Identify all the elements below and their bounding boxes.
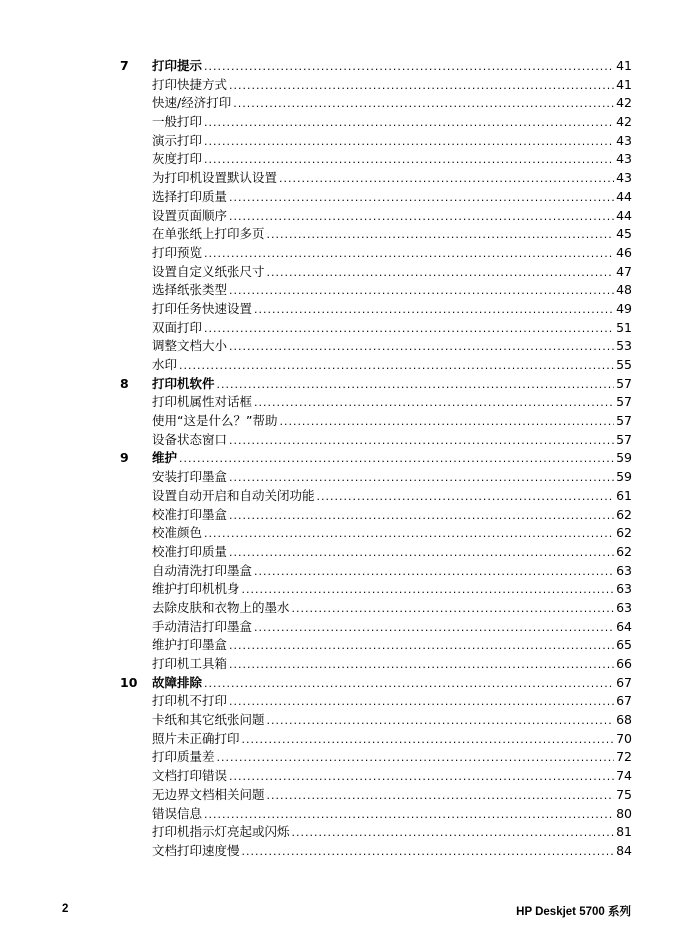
toc-page-number: 75: [616, 786, 632, 802]
toc-chapter-number: 8: [120, 375, 129, 391]
toc-entry[interactable]: [120, 431, 632, 450]
toc-dot-leader: [229, 507, 614, 526]
toc-entry[interactable]: [120, 748, 632, 767]
toc-dot-leader: [254, 394, 614, 413]
toc-dot-leader: [179, 450, 614, 469]
toc-dot-leader: [267, 712, 615, 731]
toc-dot-leader: [267, 787, 615, 806]
toc-dot-leader: [204, 133, 614, 152]
toc-entry[interactable]: [120, 692, 632, 711]
toc-entry-title: 调整文档大小: [152, 338, 228, 354]
toc-entry[interactable]: [120, 263, 632, 282]
toc-dot-leader: [229, 544, 614, 563]
toc-entry-title: 演示打印: [152, 132, 203, 148]
toc-entry[interactable]: [120, 150, 632, 169]
toc-page-number: 44: [616, 188, 632, 204]
toc-dot-leader: [204, 58, 614, 77]
toc-entry[interactable]: [120, 76, 632, 95]
toc-dot-leader: [204, 151, 614, 170]
toc-page-number: 67: [616, 693, 632, 709]
toc-entry-title: 设置页面顺序: [152, 207, 228, 223]
toc-entry-title: 校准打印墨盒: [152, 506, 228, 522]
toc-entry[interactable]: [120, 823, 632, 842]
toc-entry-title: 为打印机设置默认设置: [152, 170, 278, 186]
toc-dot-leader: [229, 693, 614, 712]
toc-entry[interactable]: [120, 113, 632, 132]
toc-entry[interactable]: [120, 319, 632, 338]
toc-page-number: 59: [616, 450, 632, 466]
toc-entry-title: 选择纸张类型: [152, 282, 228, 298]
toc-entry[interactable]: [120, 786, 632, 805]
toc-dot-leader: [254, 619, 614, 638]
toc-entry-title: 文档打印错误: [152, 768, 228, 784]
toc-dot-leader: [242, 581, 615, 600]
toc-dot-leader: [204, 525, 614, 544]
toc-page-number: 43: [616, 170, 632, 186]
toc-entry[interactable]: [120, 487, 632, 506]
toc-entry-title: 快速/经济打印: [152, 95, 232, 111]
toc-page-number: 42: [616, 114, 632, 130]
toc-entry-title: 打印机不打印: [152, 693, 228, 709]
toc-entry[interactable]: [120, 300, 632, 319]
toc-entry-title: 打印任务快速设置: [152, 300, 253, 316]
toc-chapter-entry[interactable]: [120, 449, 632, 468]
toc-page-number: 47: [616, 263, 632, 279]
toc-entry[interactable]: [120, 543, 632, 562]
toc-entry-title: 校准颜色: [152, 525, 203, 541]
toc-page-number: 41: [616, 58, 632, 73]
toc-dot-leader: [217, 749, 615, 768]
toc-page-number: 63: [616, 581, 632, 597]
toc-dot-leader: [229, 469, 614, 488]
toc-dot-leader: [204, 806, 614, 825]
toc-entry-title: 设备状态窗口: [152, 431, 228, 447]
toc-entry[interactable]: [120, 94, 632, 113]
toc-page-number: 70: [616, 730, 632, 746]
toc-entry-title: 打印质量差: [152, 749, 215, 765]
toc-page-number: 63: [616, 562, 632, 578]
toc-dot-leader: [229, 768, 614, 787]
toc-entry[interactable]: [120, 524, 632, 543]
toc-page-number: 62: [616, 543, 632, 559]
toc-entry[interactable]: [120, 132, 632, 151]
toc-entry[interactable]: [120, 506, 632, 525]
toc-page-number: 57: [616, 375, 632, 391]
toc-entry[interactable]: [120, 842, 632, 861]
toc-entry-title: 错误信息: [152, 805, 203, 821]
toc-dot-leader: [292, 824, 615, 843]
toc-entry-title: 水印: [152, 357, 178, 372]
toc-entry-title: 打印机属性对话框: [152, 394, 253, 410]
toc-entry-title: 维护打印机机身: [152, 581, 240, 597]
toc-page-number: 68: [616, 712, 632, 728]
toc-chapter-number: 10: [120, 674, 138, 690]
toc-page-number: 41: [616, 76, 632, 92]
toc-entry-title: 打印机指示灯亮起或闪烁: [152, 824, 290, 840]
toc-page-number: 59: [616, 469, 632, 485]
toc-dot-leader: [267, 226, 615, 245]
toc-entry-title: 维护打印墨盒: [152, 637, 228, 653]
toc-chapter-number: 7: [120, 58, 129, 73]
toc-entry[interactable]: [120, 562, 632, 581]
toc-entry[interactable]: [120, 636, 632, 655]
toc-entry-title: 一般打印: [152, 114, 203, 130]
toc-dot-leader: [267, 264, 615, 283]
toc-entry-title: 安装打印墨盒: [152, 469, 228, 485]
toc-page-number: 67: [616, 674, 632, 690]
toc-page-number: 57: [616, 413, 632, 429]
toc-entry[interactable]: [120, 337, 632, 356]
toc-entry-title: 设置自动开启和自动关闭功能: [152, 487, 315, 503]
toc-chapter-entry[interactable]: [120, 57, 632, 76]
toc-page-number: 53: [616, 338, 632, 354]
toc-dot-leader: [204, 245, 614, 264]
toc-entry-title: 无边界文档相关问题: [152, 786, 265, 802]
toc-page-number: 81: [616, 824, 632, 840]
table-of-contents: [120, 57, 632, 861]
toc-entry-title: 打印机工具箱: [152, 656, 228, 671]
footer-product-name: HP Deskjet 5700 系列: [516, 906, 631, 918]
toc-dot-leader: [229, 637, 614, 656]
toc-page-number: 43: [616, 132, 632, 148]
toc-page-number: 48: [616, 282, 632, 298]
toc-dot-leader: [229, 77, 614, 96]
toc-entry[interactable]: [120, 225, 632, 244]
toc-page-number: 51: [616, 319, 632, 335]
toc-page-number: 63: [616, 599, 632, 615]
toc-entry-title: 卡纸和其它纸张问题: [152, 712, 265, 728]
toc-page-number: 57: [616, 394, 632, 410]
toc-page-number: 65: [616, 637, 632, 653]
toc-dot-leader: [179, 357, 614, 376]
toc-dot-leader: [229, 432, 614, 451]
toc-entry-title: 打印提示: [152, 58, 203, 73]
toc-entry[interactable]: [120, 169, 632, 188]
toc-page-number: 72: [616, 749, 632, 765]
toc-dot-leader: [229, 282, 614, 301]
toc-dot-leader: [279, 170, 614, 189]
toc-entry-title: 灰度打印: [152, 151, 203, 167]
toc-dot-leader: [229, 189, 614, 208]
toc-dot-leader: [292, 600, 615, 619]
toc-entry-title: 去除皮肤和衣物上的墨水: [152, 599, 290, 615]
toc-page-number: 49: [616, 300, 632, 316]
toc-entry[interactable]: [120, 207, 632, 226]
toc-entry-title: 打印机软件: [152, 375, 215, 391]
toc-entry[interactable]: [120, 356, 632, 375]
toc-page-number: 46: [616, 244, 632, 260]
toc-entry[interactable]: [120, 767, 632, 786]
toc-dot-leader: [254, 301, 614, 320]
toc-dot-leader: [233, 95, 614, 114]
toc-entry-title: 在单张纸上打印多页: [152, 226, 265, 242]
toc-dot-leader: [317, 488, 615, 507]
toc-entry-title: 维护: [152, 450, 178, 466]
toc-entry[interactable]: [120, 281, 632, 300]
toc-entry[interactable]: [120, 805, 632, 824]
toc-page-number: 66: [616, 656, 632, 671]
toc-entry-title: 使用“这是什么？”帮助: [152, 413, 278, 429]
toc-entry[interactable]: [120, 393, 632, 412]
toc-chapter-entry[interactable]: [120, 674, 632, 693]
toc-dot-leader: [279, 413, 614, 432]
toc-entry[interactable]: [120, 244, 632, 263]
toc-entry[interactable]: [120, 711, 632, 730]
toc-dot-leader: [229, 208, 614, 227]
toc-entry[interactable]: [120, 599, 632, 618]
toc-entry-title: 文档打印速度慢: [152, 842, 240, 858]
toc-page-number: 44: [616, 207, 632, 223]
toc-entry-title: 校准打印质量: [152, 543, 228, 559]
toc-page-number: 74: [616, 768, 632, 784]
toc-page-number: 61: [616, 487, 632, 503]
toc-entry-title: 手动清洁打印墨盒: [152, 618, 253, 634]
toc-entry[interactable]: [120, 188, 632, 207]
toc-page-number: 62: [616, 506, 632, 522]
toc-dot-leader: [204, 114, 614, 133]
toc-dot-leader: [229, 656, 614, 675]
toc-entry-title: 打印预览: [152, 244, 203, 260]
toc-entry[interactable]: [120, 580, 632, 599]
toc-chapter-entry[interactable]: [120, 375, 632, 394]
toc-entry[interactable]: [120, 655, 632, 674]
toc-entry[interactable]: [120, 730, 632, 749]
toc-page-number: 80: [616, 805, 632, 821]
toc-entry[interactable]: [120, 412, 632, 431]
toc-chapter-number: 9: [120, 450, 129, 466]
toc-entry-title: 故障排除: [152, 674, 203, 690]
toc-dot-leader: [204, 675, 614, 694]
toc-dot-leader: [229, 338, 614, 357]
toc-dot-leader: [217, 376, 615, 395]
footer-page-number: 2: [62, 903, 69, 915]
toc-page-number: 43: [616, 151, 632, 167]
toc-entry-title: 打印快捷方式: [152, 76, 228, 92]
toc-entry-title: 设置自定义纸张尺寸: [152, 263, 265, 279]
toc-entry[interactable]: [120, 468, 632, 487]
toc-dot-leader: [204, 320, 614, 339]
toc-entry-title: 选择打印质量: [152, 188, 228, 204]
toc-page-number: 84: [616, 842, 632, 858]
toc-page-number: 55: [616, 357, 632, 372]
toc-page-number: 62: [616, 525, 632, 541]
toc-page-number: 57: [616, 431, 632, 447]
toc-dot-leader: [254, 563, 614, 582]
toc-entry[interactable]: [120, 618, 632, 637]
toc-page-number: 45: [616, 226, 632, 242]
toc-entry-title: 自动清洗打印墨盒: [152, 562, 253, 578]
toc-entry-title: 照片未正确打印: [152, 730, 240, 746]
toc-page-number: 64: [616, 618, 632, 634]
toc-page-number: 42: [616, 95, 632, 111]
toc-dot-leader: [242, 731, 615, 750]
toc-entry-title: 双面打印: [152, 319, 203, 335]
toc-dot-leader: [242, 843, 615, 862]
